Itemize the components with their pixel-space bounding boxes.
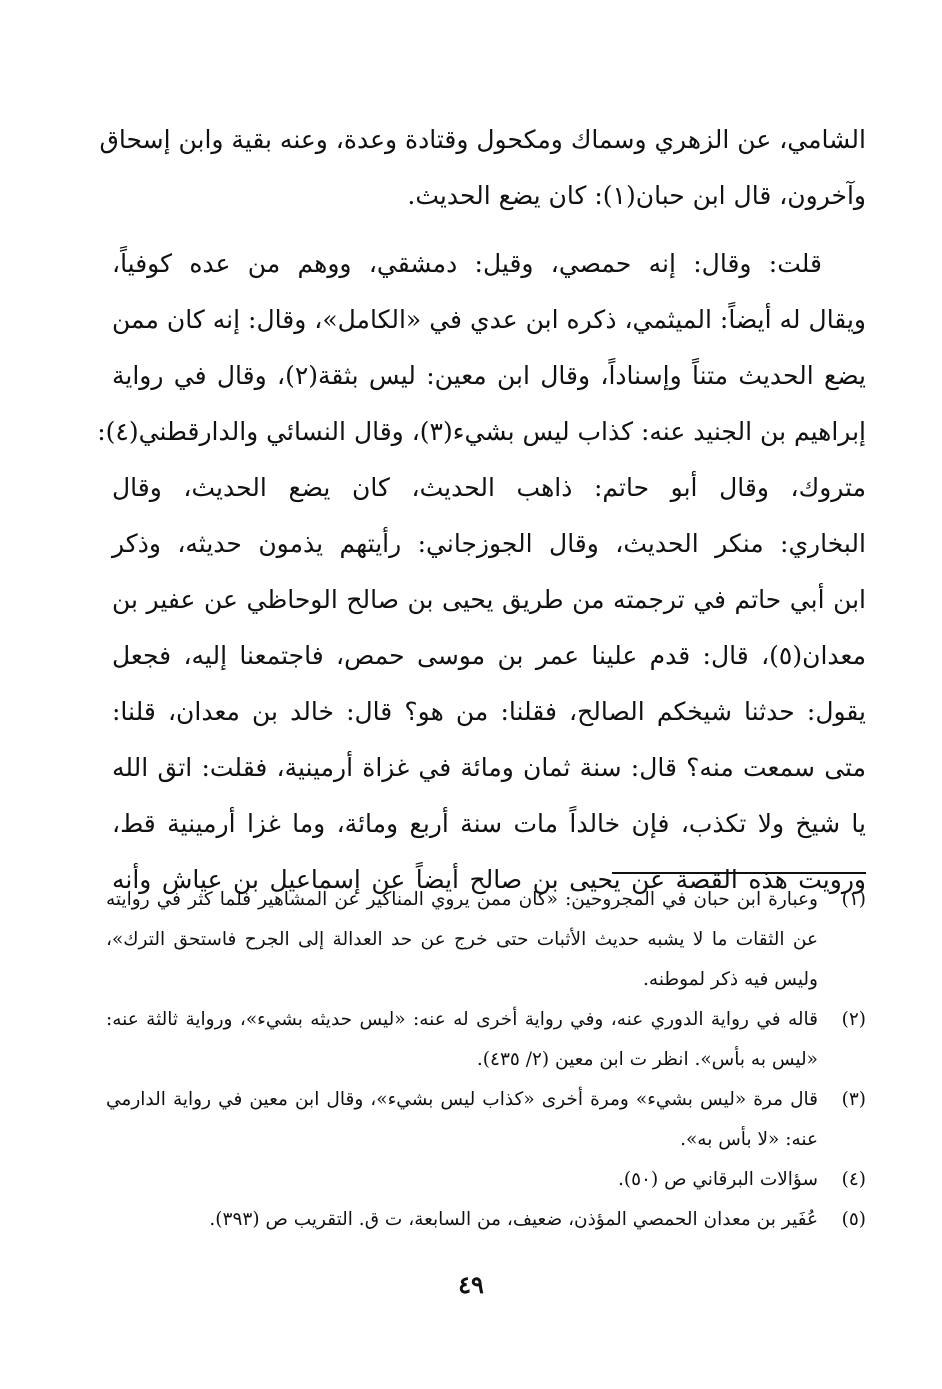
text-line: قلت: وقال: إنه حمصي، وقيل: دمشقي، ووهم من عده كوفياً،	[112, 249, 822, 278]
footnote-number: (٥)	[841, 1209, 866, 1230]
footnote-text: وعبارة ابن حبان في المجروحين: «كان ممن يروي المناكير عن المشاهير فلما كثر في روايته عن الثقات ما لا يشبه حديث الأثبات حتى خرج عن حد العدالة إلى الجرح فاستحق الترك»، وليس فيه ذكر لموطنه.	[106, 889, 818, 990]
text-line: ورويت هذه القصة عن يحيى بن صالح أيضاً عن إسماعيل بن عياش وأنه	[112, 865, 866, 894]
footnote-number: (٢)	[841, 1009, 866, 1030]
footnote	[106, 1160, 866, 1200]
footnote-text: قال مرة «ليس بشيء» ومرة أخرى «كذاب ليس بشيء»، وقال ابن معين في رواية الدارمي عنه: «لا بأس به».	[106, 1089, 818, 1150]
footnote-text: قاله في رواية الدوري عنه، وفي رواية أخرى له عنه: «ليس حديثه بشيء»، ورواية ثالثة عنه: «ليس به بأس». انظر ت ابن معين (٢/ ٤٣٥).	[106, 1009, 818, 1070]
text-line: ويقال له أيضاً: الميثمي، ذكره ابن عدي في «الكامل»، وقال: إنه كان ممن	[112, 305, 866, 334]
text-line: يا شيخ ولا تكذب، فإن خالداً مات سنة أربع ومائة، وما غزا أرمينية قط،	[112, 809, 866, 838]
page-number: ٤٩	[458, 1270, 484, 1299]
footnote	[106, 1200, 866, 1240]
main-text	[97, 112, 866, 908]
text-line: معدان(٥)، قال: قدم علينا عمر بن موسى حمص، فاجتمعنا إليه، فجعل	[112, 641, 866, 670]
footnote-number: (١)	[841, 889, 866, 910]
text-line: إبراهيم بن الجنيد عنه: كذاب ليس بشيء(٣)، وقال النسائي والدارقطني(٤):	[97, 417, 866, 446]
footnote-text: سؤالات البرقاني ص (٥٠).	[618, 1169, 818, 1190]
text-line: ابن أبي حاتم في ترجمته من طريق يحيى بن صالح الوحاظي عن عفير بن	[112, 585, 866, 614]
footnote-number: (٣)	[841, 1089, 866, 1110]
text-line: يقول: حدثنا شيخكم الصالح، فقلنا: من هو؟ قال: خالد بن معدان، قلنا:	[112, 697, 866, 726]
footnote	[106, 880, 866, 1000]
footnote-text: عُفَير بن معدان الحمصي المؤذن، ضعيف، من السابعة، ت ق. التقريب ص (٣٩٣).	[209, 1209, 818, 1230]
paragraph-1	[99, 112, 866, 224]
footnote	[106, 1080, 866, 1160]
footnotes	[106, 880, 866, 1240]
text-line: يضع الحديث متناً وإسناداً، وقال ابن معين: ليس بثقة(٢)، وقال في رواية	[112, 361, 866, 390]
text-line: متى سمعت منه؟ قال: سنة ثمان ومائة في غزاة أرمينية، فقلت: اتق الله	[112, 753, 866, 782]
text-line: وآخرون، قال ابن حبان(١): كان يضع الحديث.	[407, 181, 866, 210]
footnote	[106, 1000, 866, 1080]
text-line: البخاري: منكر الحديث، وقال الجوزجاني: رأيتهم يذمون حديثه، وذكر	[112, 529, 866, 558]
footnote-number: (٤)	[841, 1169, 866, 1190]
text-line: الشامي، عن الزهري وسماك ومكحول وقتادة وعدة، وعنه بقية وابن إسحاق	[99, 125, 866, 154]
text-line: متروك، وقال أبو حاتم: ذاهب الحديث، كان يضع الحديث، وقال	[112, 473, 866, 502]
footnote-separator	[612, 872, 866, 874]
paragraph-2	[97, 236, 866, 908]
